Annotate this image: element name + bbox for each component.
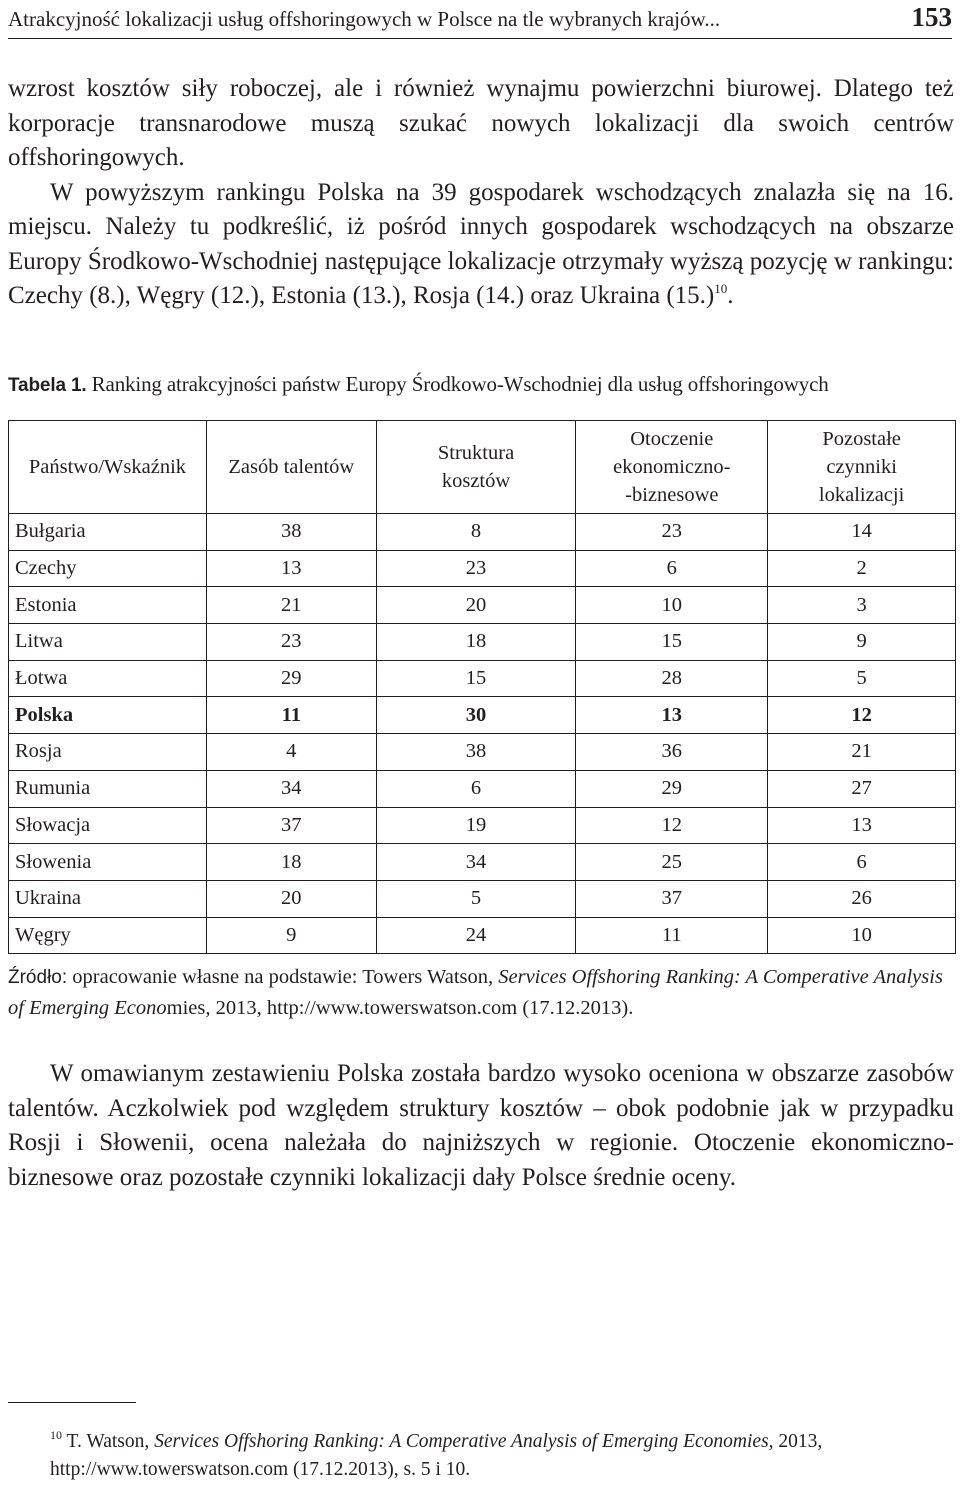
table-row	[9, 770, 956, 807]
value-cell: 20	[376, 587, 576, 624]
value-cell: 21	[768, 734, 956, 771]
source-title-italic: Services Offshoring Ranking: A Comperative Analysis of Emerging Econo	[8, 966, 943, 1019]
paragraph-ranking	[8, 176, 954, 314]
value-cell: 18	[206, 844, 376, 881]
column-header-line: Zasób talentów	[228, 456, 355, 478]
value-cell: 10	[576, 587, 768, 624]
value-cell: 9	[768, 624, 956, 661]
column-header-line: Otoczenie	[630, 428, 714, 450]
footnote-title: Services Offshoring Ranking: A Comperative Analysis of Emerging Economies	[154, 1431, 769, 1452]
footnote-rest: , 2013, http://www.towerswatson.com (17.12.2013), s. 5 i 10.	[50, 1431, 823, 1480]
page-number: 153	[911, 2, 952, 32]
footnote-author: T. Watson,	[62, 1431, 155, 1452]
value-cell: 15	[376, 660, 576, 697]
table-caption-text: Ranking atrakcyjności państw Europy Środkowo-Wschodniej dla usług offshoringowych	[91, 372, 829, 396]
column-header-line: Pozostałe	[822, 428, 901, 450]
value-cell: 34	[206, 770, 376, 807]
country-cell: Słowacja	[9, 807, 207, 844]
value-cell: 13	[768, 807, 956, 844]
table-row	[9, 514, 956, 551]
running-title: Atrakcyjność lokalizacji usług offshoringowych w Polsce na tle wybranych krajów...	[8, 7, 721, 31]
value-cell: 19	[376, 807, 576, 844]
source-text: opracowanie własne na podstawie: Towers Watson,	[67, 966, 499, 988]
table-row	[9, 880, 956, 917]
value-cell: 21	[206, 587, 376, 624]
column-header	[376, 421, 576, 514]
source-line-1	[8, 962, 954, 1024]
value-cell: 14	[768, 514, 956, 551]
ranking-table	[8, 420, 956, 954]
value-cell: 38	[206, 514, 376, 551]
value-cell: 36	[576, 734, 768, 771]
value-cell: 3	[768, 587, 956, 624]
value-cell: 4	[206, 734, 376, 771]
table-header-row	[9, 421, 956, 514]
country-cell: Rumunia	[9, 770, 207, 807]
value-cell: 29	[576, 770, 768, 807]
column-header-line: kosztów	[441, 470, 511, 492]
country-cell: Łotwa	[9, 660, 207, 697]
page-header	[8, 0, 952, 39]
value-cell: 26	[768, 880, 956, 917]
value-cell: 15	[576, 624, 768, 661]
value-cell: 11	[576, 917, 768, 954]
table-row	[9, 844, 956, 881]
value-cell: 29	[206, 660, 376, 697]
value-cell: 38	[376, 734, 576, 771]
value-cell: 24	[376, 917, 576, 954]
column-header-line: Struktura	[437, 442, 515, 464]
country-cell: Estonia	[9, 587, 207, 624]
column-header-line: ekonomiczno-	[613, 456, 731, 478]
source-note	[8, 962, 954, 1024]
footnote	[8, 1428, 954, 1484]
paragraph-ranking-end: .	[727, 282, 734, 309]
value-cell: 13	[576, 697, 768, 734]
column-header-line: Państwo/Wskaźnik	[28, 456, 187, 478]
value-cell: 20	[206, 880, 376, 917]
column-header	[9, 421, 207, 514]
country-cell: Bułgaria	[9, 514, 207, 551]
value-cell: 2	[768, 550, 956, 587]
country-cell: Litwa	[9, 624, 207, 661]
column-header-line: czynniki	[826, 456, 897, 478]
value-cell: 18	[376, 624, 576, 661]
table-caption-label: Tabela 1.	[8, 375, 87, 396]
table-caption	[8, 372, 829, 397]
value-cell: 11	[206, 697, 376, 734]
country-cell: Ukraina	[9, 880, 207, 917]
value-cell: 37	[206, 807, 376, 844]
country-cell: Rosja	[9, 734, 207, 771]
value-cell: 6	[576, 550, 768, 587]
value-cell: 34	[376, 844, 576, 881]
value-cell: 27	[768, 770, 956, 807]
value-cell: 13	[206, 550, 376, 587]
table-row	[9, 697, 956, 734]
body-paragraph-2	[8, 1057, 954, 1195]
table-row	[9, 660, 956, 697]
value-cell: 10	[768, 917, 956, 954]
country-cell: Węgry	[9, 917, 207, 954]
paragraph-continuation: wzrost kosztów siły roboczej, ale i również wynajmu powierzchni biurowej. Dlatego też korporacje transnarodowe muszą szukać nowych lokalizacji dla swoich centrów offshoringowych.	[8, 75, 954, 171]
value-cell: 12	[576, 807, 768, 844]
value-cell: 37	[576, 880, 768, 917]
paragraph-summary: W omawianym zestawieniu Polska została bardzo wysoko oceniona w obszarze zasobów talentów. Aczkolwiek pod względem struktury kosztów – obok podobnie jak w przypadku Rosji i Słowenii, ocena należała do najniższych w regionie. Otoczenie ekonomiczno-biznesowe oraz pozostałe czynniki lokalizacji dały Polsce średnie oceny.	[8, 1060, 954, 1191]
table-row	[9, 734, 956, 771]
value-cell: 30	[376, 697, 576, 734]
column-header	[768, 421, 956, 514]
column-header	[576, 421, 768, 514]
value-cell: 6	[376, 770, 576, 807]
table-row	[9, 550, 956, 587]
paragraph-ranking-text: W powyższym rankingu Polska na 39 gospodarek wschodzących znalazła się na 16. miejscu. Należy tu podkreślić, iż pośród innych gospodarek wschodzących na obszarze Europy Środkowo-Wschodniej następujące lokalizacje otrzymały wyższą pozycję w rankingu: Czechy (8.), Węgry (12.), Estonia (13.), Rosja (14.) oraz Ukraina (15.)	[8, 178, 954, 309]
column-header	[206, 421, 376, 514]
country-cell: Słowenia	[9, 844, 207, 881]
value-cell: 6	[768, 844, 956, 881]
footnote-reference: 10	[714, 281, 728, 296]
table-row	[9, 624, 956, 661]
body-paragraph-1	[8, 72, 954, 314]
column-header-line: lokalizacji	[818, 484, 905, 506]
table-row	[9, 807, 956, 844]
table-row	[9, 587, 956, 624]
value-cell: 23	[206, 624, 376, 661]
value-cell: 23	[376, 550, 576, 587]
value-cell: 5	[768, 660, 956, 697]
value-cell: 28	[576, 660, 768, 697]
column-header-line: -biznesowe	[625, 484, 719, 506]
source-title-regular: mies	[166, 997, 206, 1019]
footnote-text	[8, 1428, 954, 1484]
value-cell: 8	[376, 514, 576, 551]
source-label: Źródło:	[8, 967, 68, 988]
footnote-divider	[8, 1402, 136, 1403]
value-cell: 5	[376, 880, 576, 917]
value-cell: 9	[206, 917, 376, 954]
table-body	[9, 514, 956, 954]
value-cell: 12	[768, 697, 956, 734]
value-cell: 25	[576, 844, 768, 881]
country-cell: Polska	[9, 697, 207, 734]
value-cell: 23	[576, 514, 768, 551]
country-cell: Czechy	[9, 550, 207, 587]
footnote-number: 10	[50, 1428, 62, 1442]
source-text-after: , 2013, http://www.towerswatson.com (17.12.2013).	[205, 997, 634, 1019]
table-row	[9, 917, 956, 954]
